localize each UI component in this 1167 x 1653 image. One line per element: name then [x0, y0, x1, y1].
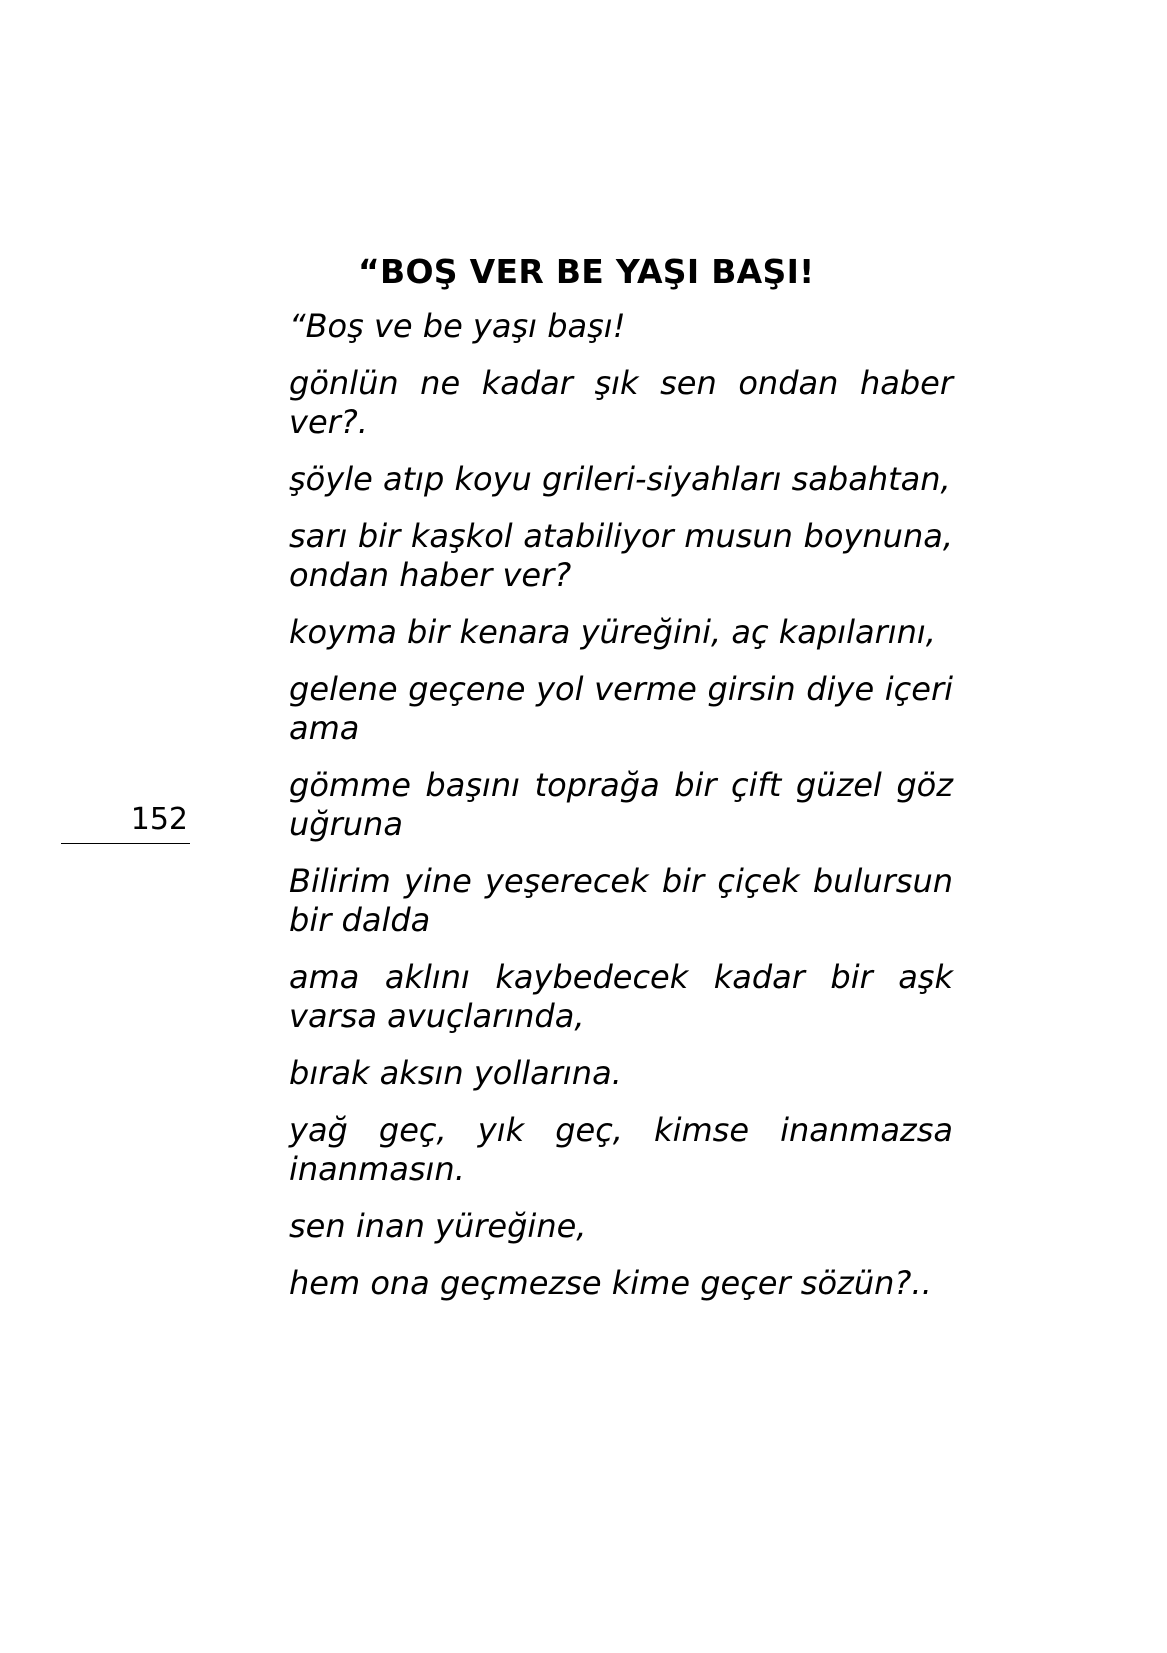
poem-line: koyma bir kenara yüreğini, aç kapılarını, — [289, 613, 936, 651]
poem-title: “BOŞ VER BE YAŞI BAŞI! — [358, 252, 815, 291]
page-number: 152 — [130, 802, 188, 837]
poem-line: hem ona geçmezse kime geçer sözün?.. — [289, 1264, 932, 1302]
poem-line: gelene geçene yol verme girsin diye içeri ama — [289, 670, 953, 747]
poem-line: yağ geç, yık geç, kimse inanmazsa inanmasın. — [289, 1111, 953, 1188]
poem-body — [289, 307, 953, 1321]
poem-line: sen inan yüreğine, — [289, 1207, 587, 1245]
poem-line: Bilirim yine yeşerecek bir çiçek bulursun bir dalda — [289, 862, 953, 939]
poem-line: gömme başını toprağa bir çift güzel göz uğruna — [289, 766, 953, 843]
poem-line: şöyle atıp koyu grileri-siyahları sabahtan, — [289, 460, 951, 498]
poem-line: ama aklını kaybedecek kadar bir aşk varsa avuçlarında, — [289, 958, 953, 1035]
poem-line: “Boş ve be yaşı başı! — [289, 307, 626, 345]
page-number-rule — [61, 843, 190, 844]
poem-line: sarı bir kaşkol atabiliyor musun boynuna, ondan haber ver? — [289, 517, 953, 594]
poem-line: gönlün ne kadar şık sen ondan haber ver?. — [289, 364, 953, 441]
poem-line: bırak aksın yollarına. — [289, 1054, 622, 1092]
